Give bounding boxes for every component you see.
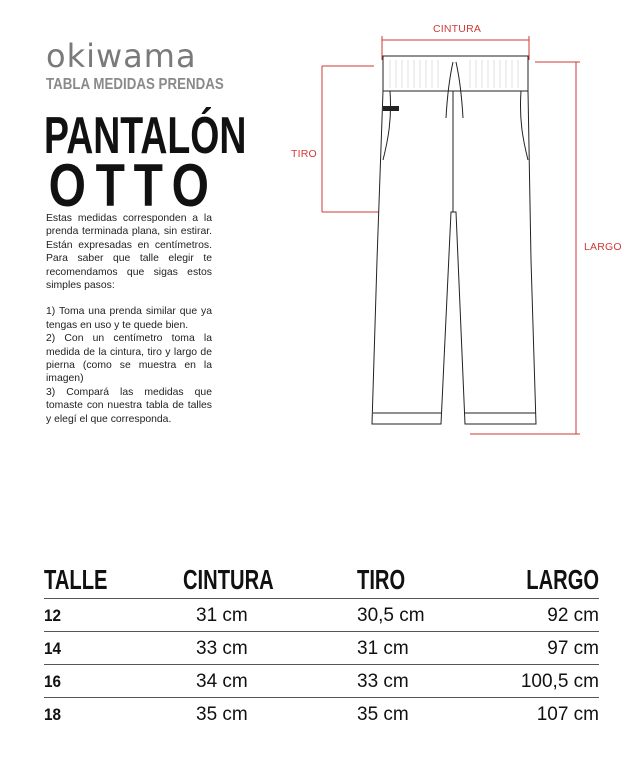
product-name-letter: O (171, 152, 210, 219)
largo-label: LARGO (584, 241, 622, 253)
table-row (44, 599, 599, 632)
product-name-letter: T (95, 152, 125, 219)
cell-talle: 14 (44, 639, 62, 658)
instructions-step-2: 2) Con un centímetro toma la medida de la cintura, tiro y largo de pierna (como se muestra en la imagen) (46, 333, 212, 385)
cell-tiro: 30,5 cm (357, 605, 425, 626)
pants-body (372, 91, 536, 424)
cell-largo: 100,5 cm (520, 671, 599, 692)
table-row (44, 632, 599, 665)
cintura-label: CINTURA (433, 23, 482, 35)
subtitle: TABLA MEDIDAS PRENDAS (46, 76, 224, 93)
cell-cintura: 33 cm (196, 638, 248, 659)
instructions-step-1: 1) Toma una prenda similar que ya tengas en uso y te quede bien. (46, 306, 212, 331)
instructions-step-3: 3) Compará las medidas que tomaste con nuestra tabla de talles y elegí el que corresponda. (46, 386, 212, 425)
cell-tiro: 35 cm (357, 704, 409, 725)
size-table (44, 564, 599, 730)
header-tiro: TIRO (357, 564, 406, 595)
cell-largo: 97 cm (547, 638, 599, 659)
tiro-label: TIRO (291, 148, 317, 160)
brand-tag (383, 106, 399, 111)
header-largo: LARGO (526, 564, 599, 595)
cell-talle: 16 (44, 672, 62, 691)
table-row (44, 665, 599, 698)
cell-cintura: 34 cm (196, 671, 248, 692)
brand-logo: okiwama (46, 37, 197, 75)
cell-largo: 92 cm (547, 605, 599, 626)
pants-outline (372, 56, 536, 424)
page-title: PANTALÓN (44, 107, 247, 165)
cell-tiro: 33 cm (357, 671, 409, 692)
cell-talle: 18 (44, 705, 62, 724)
header-talle: TALLE (44, 564, 108, 595)
header-cintura: CINTURA (183, 564, 274, 595)
product-name-letter: T (133, 152, 163, 219)
product-name-letter: O (48, 152, 87, 219)
cell-largo: 107 cm (536, 704, 599, 725)
instructions-intro: Estas medidas corresponden a la prenda terminada plana, sin estirar. Están expresadas en centímetros. Para saber que talle elegir te recomendamos que sigas estos simples pasos: (46, 213, 212, 292)
cell-cintura: 35 cm (196, 704, 248, 725)
cell-talle: 12 (44, 606, 62, 625)
cell-cintura: 31 cm (196, 605, 248, 626)
table-row (44, 698, 599, 730)
table-header (44, 564, 599, 599)
cell-tiro: 31 cm (357, 638, 409, 659)
